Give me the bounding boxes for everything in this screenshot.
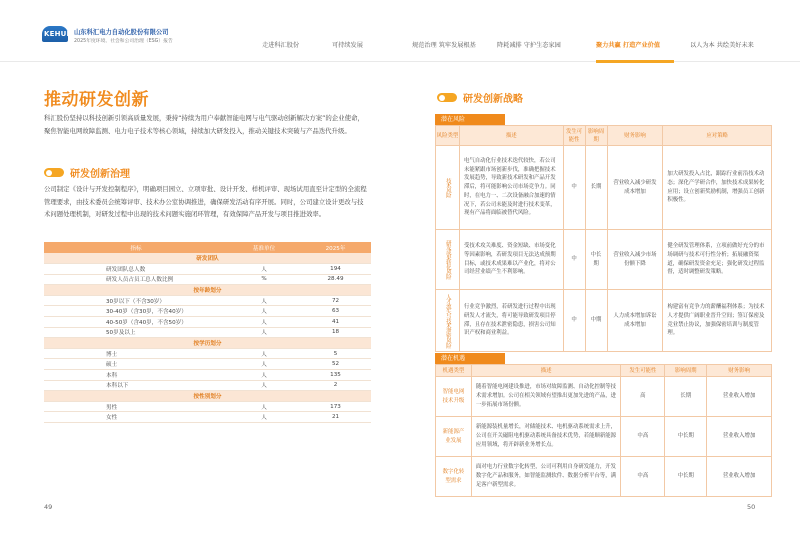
page-number-right: 50 [747, 503, 756, 511]
table-row: 50岁及以上 人 18 [44, 327, 371, 338]
table-row: 研发团队总人数 人 194 [44, 264, 371, 275]
table-row: 30岁以下（不含30岁） 人 72 [44, 295, 371, 306]
table-row: 女性 人 21 [44, 412, 371, 423]
column-header: 应对策略 [663, 126, 772, 146]
column-header: 影响周期 [665, 365, 707, 377]
column-header: 描述 [459, 126, 563, 146]
section-heading-governance: 研发创新治理 [44, 165, 130, 180]
table-row: 30-40岁（含30岁，不含40岁） 人 63 [44, 306, 371, 317]
risk-tag: 潜在风险 [435, 114, 505, 125]
nav-item-environment[interactable]: 降耗减排 守护生态家园 [497, 42, 561, 49]
nav-item-sustainability[interactable]: 可持续发展 [332, 42, 363, 49]
table-row: 新能源产业发展 新能源装机量增长，对储能技术、电机驱动系统需求上升，公司在开关磁阻电机驱动系统具备技术优势，若能顺新能源应用领域，将开辟新业务增长点。 中高 中长期 营业收入增加 [436, 417, 772, 457]
table-row: 技术风险 电气自动化行业技术迭代较快，若公司未能紧跟市场创新步伐，准确把握技术发展趋势，导致新技术研发和产品开发滞后，将可能影响公司市场竞争力。同时，在电力一、二次设备融合加速的情况下，若公司未能及时进行技术变革，现有产品将面临被替代风险。 中 长期 营业收入减少研发成本增加 加大研发投入占比，跟踪行业前沿技术动态；深化产学研合作，加快技术成果转化应用；设立创新奖励机制，增强员工创新积极性。 [436, 146, 772, 230]
column-header: 风险类型 [436, 126, 460, 146]
column-header: 财务影响 [607, 126, 663, 146]
table-group-header: 按性别划分 [44, 391, 371, 402]
column-header: 影响周期 [585, 126, 607, 146]
table-row: 男性 人 173 [44, 401, 371, 412]
table-row: 研发成果转化风险 受技术攻关难度、资金短缺、市场变化等因素影响，若研发项目无法达成预期目标，或技术成果难以产业化，将对公司经营业绩产生不利影响。 中 中长期 营业收入减少市场份额下降 健全研发管理体系，立项前做好充分的市场调研与技术可行性分析；拓展融资渠道，确保研发资金充足；强化研发过程监督，适时调整研发策略。 [436, 230, 772, 290]
table-row: 研发人员占员工总人数比例 % 28.49 [44, 274, 371, 285]
nav-item-industry-value[interactable]: 聚力共赢 打造产业价值 [596, 42, 661, 49]
column-header: 财务影响 [707, 365, 772, 377]
nav-active-indicator [596, 60, 674, 63]
company-name: 山东科汇电力自动化股份有限公司 [74, 29, 169, 36]
table-group-header: 研发团队 [44, 253, 371, 264]
table-row: 本科以下 人 2 [44, 380, 371, 391]
table-row: 智能电网技术升级 随着智能电网建设推进，市场对故障监测、自动化控制等技术需求增加。公司在相关领域有望推出更加先进的产品，进一步拓展市场份额。 高 长期 营业收入增加 [436, 377, 772, 417]
table-row: 硕士 人 52 [44, 359, 371, 370]
table-group-header: 按学历划分 [44, 338, 371, 349]
risk-table-block [435, 114, 772, 352]
nav-item-about[interactable]: 走进科汇股份 [262, 42, 300, 49]
page-title: 推动研发创新 [44, 90, 149, 110]
column-header: 发生可能性 [563, 126, 585, 146]
table-row: 人才流失与技术泄密风险 行业竞争激烈，若研发进行过程中出现研发人才流失，将可能导致研发项目停滞，且存在技术泄密隐患，损害公司知识产权和商业利益。 中 中期 人力成本增加诉讼成本增加 构建富有竞争力的薪酬福利体系；为技术人才提供广阔职业晋升空间；签订保密及竞业禁止协议，加强保密培训与制度管理。 [436, 290, 772, 352]
table-row: 40-50岁（含40岁，不含50岁） 人 41 [44, 317, 371, 328]
nav-item-people[interactable]: 以人为本 共绘美好未来 [690, 42, 754, 49]
column-header: 指标 [44, 242, 228, 253]
report-subtitle: 2025年度环境、社会和公司治理（ESG）报告 [74, 39, 173, 44]
table-row: 本科 人 135 [44, 370, 371, 381]
column-header: 2025年 [300, 242, 371, 253]
column-header: 描述 [471, 365, 620, 377]
risk-table [435, 125, 772, 352]
rd-team-table [44, 242, 371, 423]
column-header: 发生可能性 [621, 365, 665, 377]
toggle-icon [437, 93, 457, 102]
table-row: 博士 人 5 [44, 348, 371, 359]
column-header: 机遇类型 [436, 365, 472, 377]
table-group-header: 按年龄划分 [44, 285, 371, 296]
governance-paragraph: 公司制定《设计与开发控制程序》，明确项目园立、立项审批、设计开发、样机评审、现场试用直至计定型的全流程管理要求，由技术委员会统筹评审、技术办公室协调推进，确保研发活动有序开展。同时，公司建立设计更改与技术问题处理机制，对研发过程中出现的技术问题实施闭环管理，有效保障产品开发与项目推进效率。 [44, 185, 367, 218]
table-row: 数字化转型需求 面对电力行业数字化转型，公司可利用自身研发能力，开发数字化产品和服务，如智能监测软件、数据分析平台等，满足客户新型需求。 中高 中长期 营业收入增加 [436, 457, 772, 497]
logo-text: KEHUI [44, 30, 70, 38]
column-header: 基准单位 [228, 242, 300, 253]
section-heading-strategy: 研发创新战略 [437, 90, 523, 105]
opportunity-table-block [435, 353, 772, 497]
opportunity-tag: 潜在机遇 [435, 353, 505, 364]
nav-item-governance[interactable]: 规范治理 筑牢发展根基 [412, 42, 476, 49]
opportunity-table [435, 364, 772, 497]
toggle-icon [44, 168, 64, 177]
page-header [0, 0, 800, 62]
intro-paragraph: 科汇股份坚持以科技创新引领高质量发展，秉持“持续为用户奉献智能电网与电气驱动创新解决方案”的企业使命，聚焦智能电网故障监测、电力电子技术等核心领域，持续加大研发投入，推动关键技术突破与产品迭代升级。 [44, 114, 364, 135]
page-number-left: 49 [44, 503, 53, 511]
